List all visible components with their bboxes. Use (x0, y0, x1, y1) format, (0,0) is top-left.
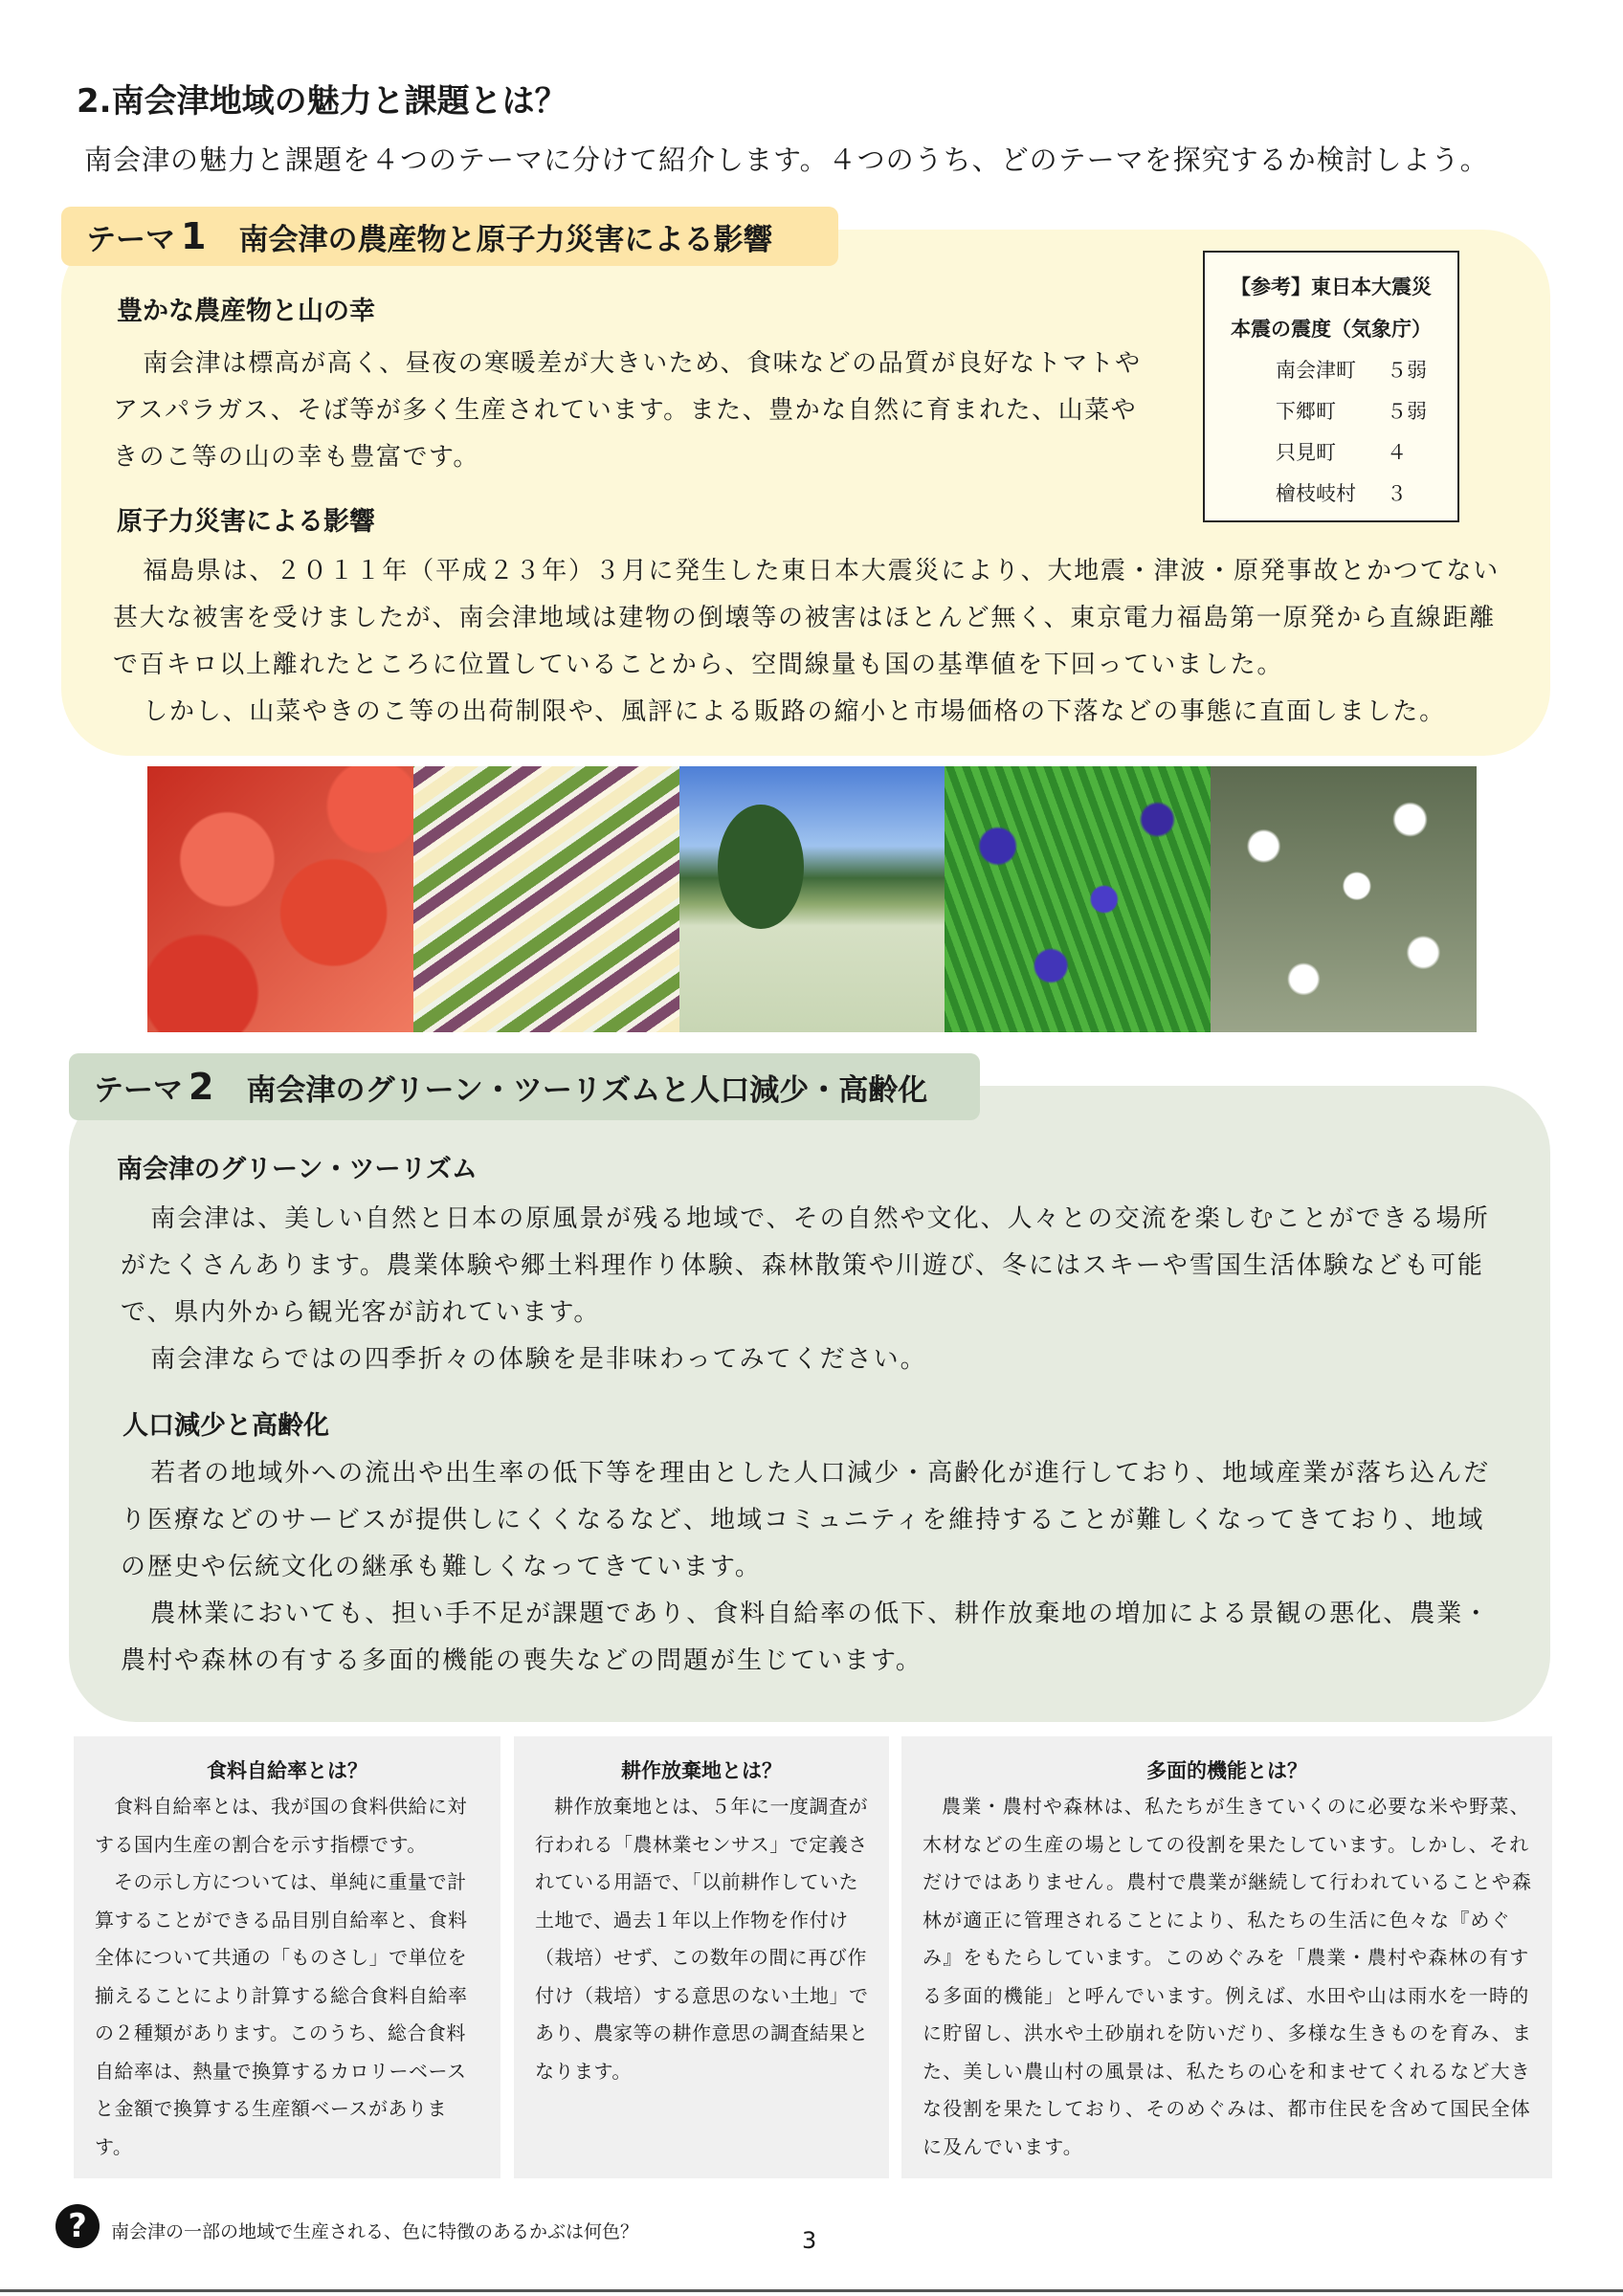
theme2-subheading-2: 人口減少と高齢化 (122, 1411, 329, 1441)
reference-row (1205, 474, 1457, 515)
theme1-subheading-1: 豊かな農産物と山の幸 (117, 297, 375, 326)
reference-row (1205, 350, 1457, 391)
bottom-divider (0, 2289, 1623, 2292)
reference-row (1205, 432, 1457, 474)
box1-body (74, 1788, 500, 2166)
section-heading: 2.南会津地域の魅力と課題とは？ (77, 82, 567, 121)
asparagus-photo (413, 766, 679, 1032)
theme1-body-1 (113, 341, 1160, 481)
reference-title-1: 【参考】東日本大震災 (1231, 276, 1432, 298)
box2-body (514, 1788, 889, 2090)
theme2-paragraph-1: 南会津は、美しい自然と日本の原風景が残る地域で、その自然や文化、人々との交流を楽しむことができる場所がたくさんあります。農業体験や郷土料理作り体験、森林散策や川遊び、冬にはスキーや雪国生活体験なども可能で、県内外から観光客が訪れています。 (121, 1204, 1490, 1327)
theme1-title: 南会津の農産物と原子力災害による影響 (238, 222, 773, 257)
gentian-flower-photo (945, 766, 1211, 1032)
quiz-question: 南会津の一部の地域で生産される、色に特徴のあるかぶは何色？ (111, 2221, 639, 2242)
photo-strip (147, 766, 1477, 1032)
page-number: 3 (802, 2227, 817, 2254)
reference-town: 南会津町 (1276, 359, 1356, 382)
reference-town: 下郷町 (1276, 400, 1336, 423)
theme2-subheading-1: 南会津のグリーン・ツーリズム (117, 1155, 478, 1184)
theme2-paragraph-3: 若者の地域外への流出や出生率の低下等を理由とした人口減少・高齢化が進行しており、地域産業が落ち込んだり医療などのサービスが提供しにくくなるなど、地域コミュニティを維持することが難しくなってきており、地域の歴史や伝統文化の継承も難しくなってきています。 (121, 1459, 1491, 1581)
theme2-body-2 (121, 1450, 1491, 1685)
box3-paragraph-1: 農業・農村や森林は、私たちが生きていくのに必要な米や野菜、木材などの生産の場としての役割を果たしています。しかし、それだけではありません。農村で農業が継続して行われていることや森林が適正に管理されることにより、私たちの生活に色々な『めぐみ』をもたらしています。このめぐみを「農業・農村や森林の有する多面的機能」と呼んでいます。例えば、水田や山は雨水を一時的に貯留し、洪水や土砂崩れを防いだり、多様な生きものを育み、また、美しい農山村の風景は、私たちの心を和ませてくれるなど大きな役割を果たしており、そのめぐみは、都市住民を含めて国民全体に及んでいます。 (923, 1795, 1533, 2158)
babys-breath-photo (1211, 766, 1477, 1032)
food-self-sufficiency-box (74, 1736, 500, 2178)
theme1-number: 1 (181, 215, 207, 257)
theme1-paragraph-1: 南会津は標高が高く、昼夜の寒暖差が大きいため、食味などの品質が良好なトマトやアスパラガス、そば等が多く生産されています。また、豊かな自然に育まれた、山菜やきのこ等の山の幸も豊富です。 (113, 349, 1142, 472)
theme2-body-1 (121, 1196, 1491, 1383)
intro-text: 南会津の魅力と課題を４つのテーマに分けて紹介します。４つのうち、どのテーマを探究するか検討しよう。 (84, 144, 1489, 176)
theme2-paragraph-2: 南会津ならではの四季折々の体験を是非味わってみてください。 (150, 1345, 927, 1374)
reference-town: 檜枝岐村 (1276, 482, 1356, 505)
theme1-label: テーマ (86, 222, 175, 257)
box3-body (901, 1788, 1552, 2166)
theme1-subheading-2: 原子力災害による影響 (117, 507, 375, 537)
box3-title: 多面的機能とは？ (1146, 1759, 1307, 1782)
box1-title: 食料自給率とは？ (207, 1759, 367, 1782)
abandoned-farmland-box (514, 1736, 889, 2178)
buckwheat-field-photo (679, 766, 945, 1032)
reference-value: ４ (1387, 441, 1407, 464)
theme1-body-2 (113, 548, 1501, 736)
theme2-number: 2 (189, 1066, 214, 1108)
question-icon: ? (56, 2204, 100, 2248)
earthquake-reference-box (1203, 251, 1459, 522)
reference-value: ３ (1387, 482, 1407, 505)
box2-paragraph-1: 耕作放棄地とは、５年に一度調査が行われる「農林業センサス」で定義されている用語で、「以前耕作していた土地で、過去１年以上作物を作付け（栽培）せず、この数年の間に再び作付け（栽培）する意思のない土地」であり、農家等の耕作意思の調査結果となります。 (535, 1795, 869, 2083)
reference-title-2: 本震の震度（気象庁） (1231, 318, 1432, 341)
theme2-label: テーマ (94, 1072, 183, 1108)
reference-town: 只見町 (1276, 441, 1336, 464)
tree-shape (718, 805, 804, 929)
theme2-paragraph-4: 農林業においても、担い手不足が課題であり、食料自給率の低下、耕作放棄地の増加による景観の悪化、農業・農村や森林の有する多面的機能の喪失などの問題が生じています。 (121, 1600, 1491, 1675)
theme1-paragraph-2: 福島県は、２０１１年（平成２３年）３月に発生した東日本大震災により、大地震・津波・原発事故とかつてない甚大な被害を受けましたが、南会津地域は建物の倒壊等の被害はほとんど無く、東京電力福島第一原発から直線距離で百キロ以上離れたところに位置していることから、空間線量も国の基準値を下回っていました。 (113, 557, 1500, 679)
multifunctionality-box (901, 1736, 1552, 2178)
theme2-tab (69, 1053, 980, 1120)
box1-paragraph-1: 食料自給率とは、我が国の食料供給に対する国内生産の割合を示す指標です。 (95, 1795, 467, 1856)
theme1-paragraph-3: しかし、山菜やきのこ等の出荷制限や、風評による販路の縮小と市場価格の下落などの事態に直面しました。 (143, 697, 1446, 726)
tomato-photo (147, 766, 413, 1032)
reference-value: ５弱 (1387, 400, 1427, 423)
reference-row (1205, 391, 1457, 432)
reference-value: ５弱 (1387, 359, 1427, 382)
theme2-title: 南会津のグリーン・ツーリズムと人口減少・高齢化 (246, 1072, 928, 1108)
theme1-tab (61, 207, 838, 266)
box1-paragraph-2: その示し方については、単純に重量で計算することができる品目別自給率と、食料全体について共通の「ものさし」で単位を揃えることにより計算する総合食料自給率の２種類があります。このうち、総合食料自給率は、熱量で換算するカロリーベースと金額で換算する生産額ベースがあります。 (95, 1870, 468, 2158)
box2-title: 耕作放棄地とは？ (621, 1759, 782, 1782)
